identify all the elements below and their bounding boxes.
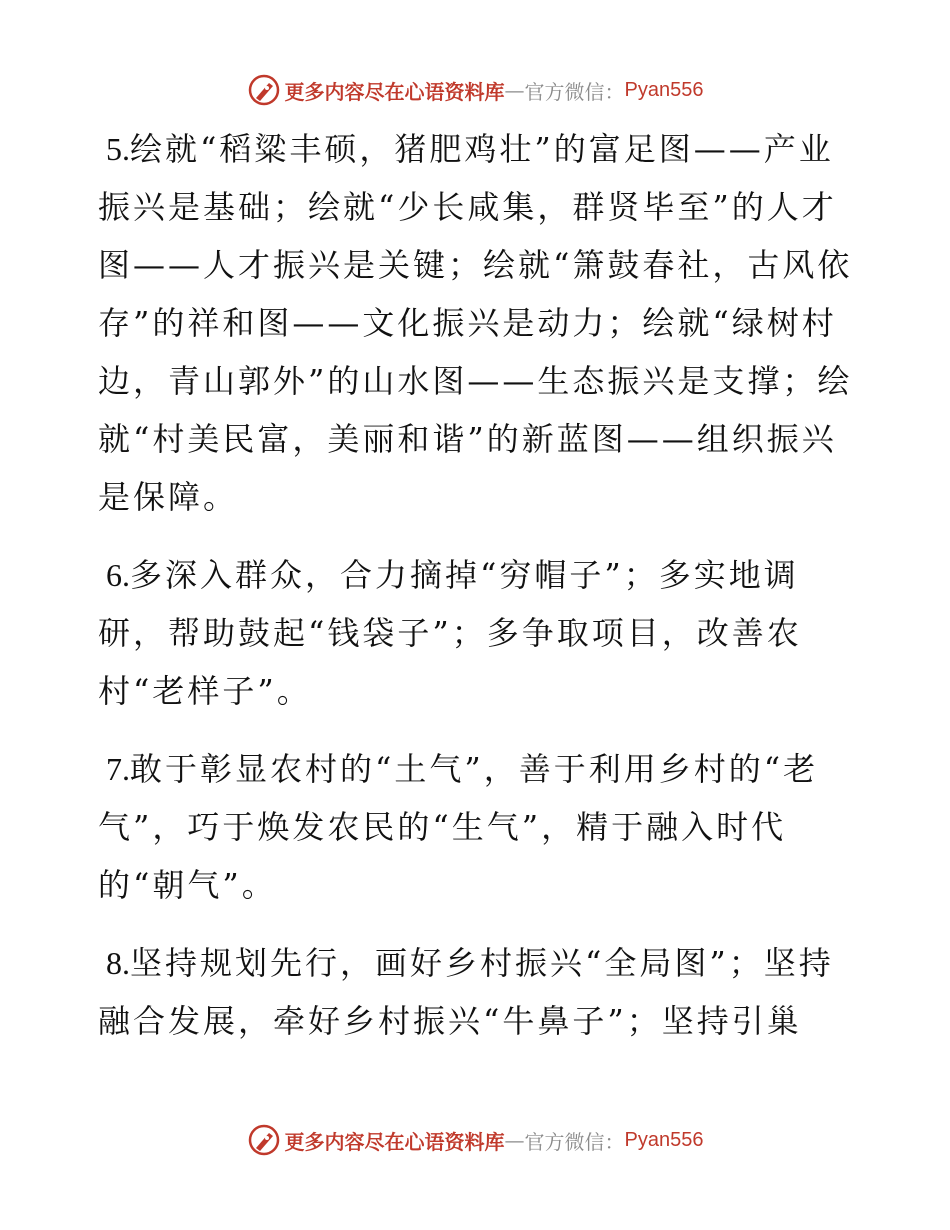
banner-wechat-id: Pyan556 [624, 78, 704, 101]
banner-brand: 更多内容尽在心语资料库 [284, 1129, 505, 1154]
banner-official-label: 官方微信： [524, 1129, 625, 1154]
paragraph-8 [98, 934, 858, 1050]
header-banner [0, 70, 950, 110]
pen-nib-logo-icon [247, 73, 281, 107]
banner-brand: 更多内容尽在心语资料库 [284, 79, 505, 104]
paragraph-6 [98, 546, 858, 720]
paragraph-7 [98, 740, 858, 914]
banner-separator: — [504, 1128, 525, 1152]
paragraph-number: 7. [106, 751, 130, 787]
document-body [98, 120, 858, 1072]
banner-separator: — [504, 78, 525, 102]
pen-nib-logo-icon [247, 1123, 281, 1157]
footer-banner [0, 1120, 950, 1160]
paragraph-number: 8. [106, 945, 130, 981]
paragraph-text: 坚持规划先行，画好乡村振兴“全局图”；坚持融合发展，牵好乡村振兴“牛鼻子”；坚持引巢 [98, 944, 834, 1040]
paragraph-text: 多深入群众，合力摘掉“穷帽子”；多实地调研，帮助鼓起“钱袋子”；多争取项目，改善农村“老样子”。 [98, 556, 802, 710]
banner-official-label: 官方微信： [524, 79, 625, 104]
paragraph-text: 绘就“稻粱丰硕，猪肥鸡壮”的富足图——产业振兴是基础；绘就“少长咸集，群贤毕至”的人才图——人才振兴是关键；绘就“箫鼓春社，古风依存”的祥和图——文化振兴是动力；绘就“绿树村边，青山郭外”的山水图——生态振兴是支撑；绘就“村美民富，美丽和谐”的新蓝图——组织振兴是保障。 [98, 130, 853, 516]
paragraph-5 [98, 120, 858, 526]
paragraph-text: 敢于彰显农村的“土气”，善于利用乡村的“老气”，巧于焕发农民的“生气”，精于融入时代的“朝气”。 [98, 750, 819, 904]
paragraph-number: 6. [106, 557, 130, 593]
paragraph-number: 5. [106, 131, 130, 167]
banner-wechat-id: Pyan556 [624, 1128, 704, 1151]
